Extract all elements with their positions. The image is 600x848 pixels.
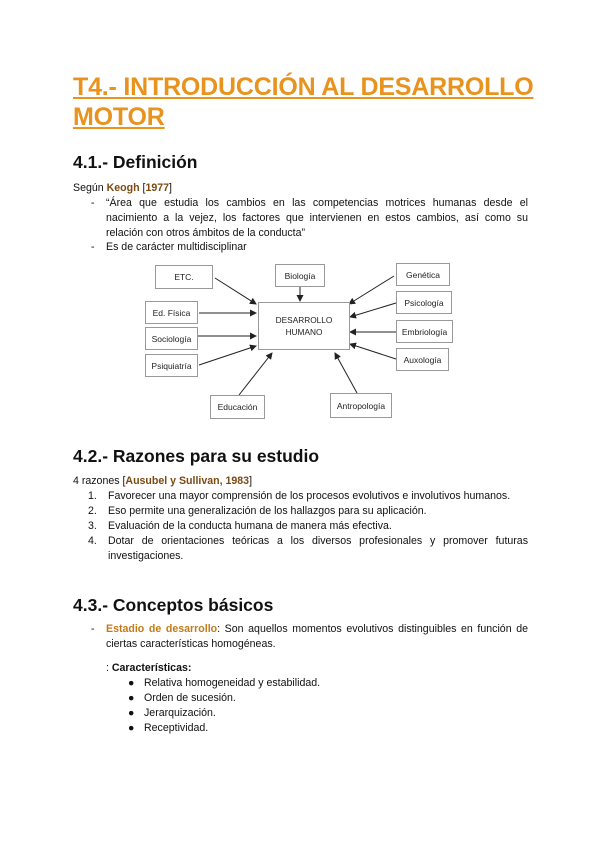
box-psicologia: Psicología <box>396 291 452 314</box>
item-text: Jerarquización. <box>144 707 216 719</box>
disciplines-diagram <box>140 258 460 423</box>
arrow-etc <box>215 278 256 304</box>
list-item <box>73 519 528 534</box>
item-number: 1. <box>88 490 97 502</box>
estadio-term: Estadio de desarrollo <box>106 623 218 635</box>
list-item <box>128 691 320 706</box>
box-desarrollo-humano <box>258 302 350 350</box>
list-item <box>73 489 528 504</box>
box-antropologia: Antropología <box>330 393 392 418</box>
definition-quote: “Área que estudia los cambios en las competencias motrices humanas desde el nacimiento a la vejez, los factores que intervienen en estos cambios, así como su relación con otros ámbitos de la conducta” <box>106 197 528 239</box>
item-text: Orden de sucesión. <box>144 692 236 704</box>
source-year: 1977 <box>145 182 170 194</box>
item-text: Receptividad. <box>144 722 209 734</box>
caracteristicas-prefix: : <box>106 662 112 674</box>
razones-prefix: 4 razones [ <box>73 475 126 487</box>
box-etc: ETC. <box>155 265 213 289</box>
arrow-educacion <box>239 353 272 395</box>
item-number: 2. <box>88 505 97 517</box>
box-genetica: Genética <box>396 263 450 286</box>
list-item <box>73 534 528 564</box>
section-heading-razones: 4.2.- Razones para su estudio <box>73 446 320 466</box>
item-text: Evaluación de la conducta humana de manera más efectiva. <box>108 520 392 532</box>
box-biologia: Biología <box>275 264 325 287</box>
estadio-text <box>106 622 528 652</box>
bullet-marker: ● <box>128 707 135 719</box>
arrow-psiquiatria <box>199 346 256 365</box>
center-line-2: HUMANO <box>285 327 323 337</box>
source-bracket-close: ] <box>169 182 172 194</box>
multidisciplinary-text: Es de carácter multidisciplinar <box>106 241 247 253</box>
source-author: Keogh <box>106 182 140 194</box>
item-number: 3. <box>88 520 97 532</box>
bullet-marker: ● <box>128 677 135 689</box>
caracteristicas-label-line <box>106 661 191 676</box>
section-heading-conceptos: 4.3.- Conceptos básicos <box>73 595 274 615</box>
item-text: Eso permite una generalización de los hallazgos para su aplicación. <box>108 505 427 517</box>
item-text: Favorecer una mayor comprensión de los procesos evolutivos e involutivos humanos. <box>108 490 511 502</box>
caracteristicas-label: Características: <box>111 662 192 674</box>
item-text: Relativa homogeneidad y estabilidad. <box>144 677 321 689</box>
arrow-auxologia <box>350 344 396 359</box>
razones-list <box>73 489 528 564</box>
bullet-marker: ● <box>128 722 135 734</box>
item-text: Dotar de orientaciones teóricas a los diversos profesionales y promover futuras investigaciones. <box>108 535 528 562</box>
box-edfisica: Ed. Física <box>145 301 198 324</box>
center-line-1: DESARROLLO <box>275 315 333 325</box>
document-title: T4.- INTRODUCCIÓN AL DESARROLLO MOTOR <box>73 73 534 131</box>
razones-ref: Ausubel y Sullivan, 1983 <box>125 475 250 487</box>
box-psiquiatria: Psiquiatría <box>145 354 198 377</box>
definition-source <box>73 181 172 196</box>
box-embriologia: Embriología <box>396 320 453 343</box>
section-heading-definicion: 4.1.- Definición <box>73 152 198 172</box>
source-bracket-open: [ <box>139 182 146 194</box>
list-item <box>128 706 320 721</box>
caracteristicas-list <box>128 676 320 736</box>
razones-bracket-close: ] <box>249 475 253 487</box>
arrow-antropologia <box>335 353 357 393</box>
item-number: 4. <box>88 535 97 547</box>
box-educacion: Educación <box>210 395 265 419</box>
box-sociologia: Sociología <box>145 327 198 350</box>
estadio-definition: : Son aquellos momentos evolutivos distinguibles en función de ciertas características homogéneas. <box>106 623 528 650</box>
dash-marker: - <box>91 197 95 209</box>
dash-marker: - <box>91 623 95 635</box>
dash-marker: - <box>91 241 95 253</box>
arrow-psicologia <box>350 303 396 317</box>
list-item <box>128 676 320 691</box>
bullet-marker: ● <box>128 692 135 704</box>
list-item <box>73 504 528 519</box>
arrow-genetica <box>349 276 394 304</box>
list-item <box>128 721 320 736</box>
source-prefix: Según <box>73 182 107 194</box>
razones-source <box>73 474 252 489</box>
box-auxologia: Auxología <box>396 348 449 371</box>
